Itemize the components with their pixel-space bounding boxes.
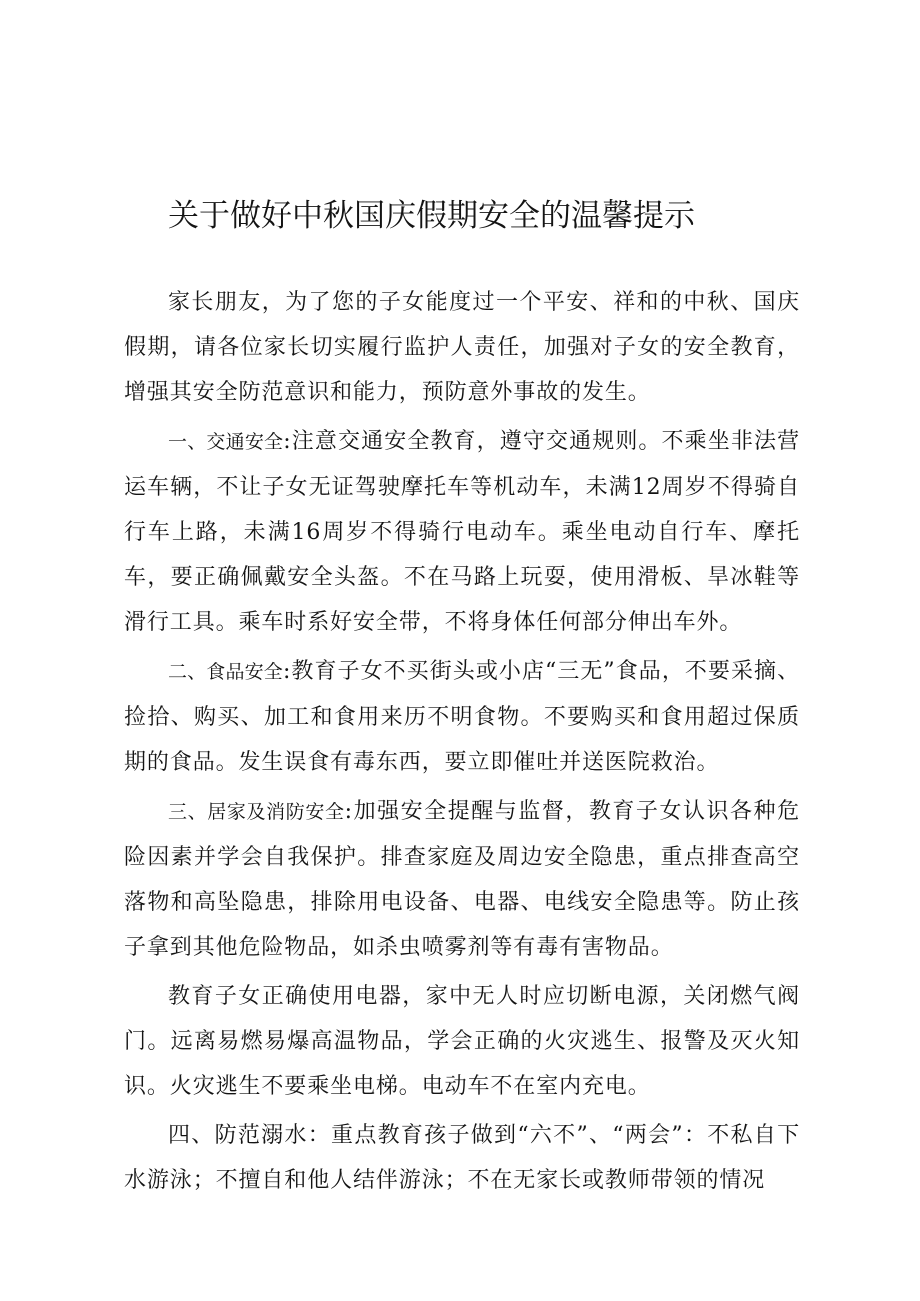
document-body	[124, 280, 800, 1207]
paragraph-electrical-safety	[124, 974, 800, 1109]
section-heading-home-fire-safety: 三、居家及消防安全	[168, 801, 345, 823]
paragraph-text: :加强安全提醒与监督，教育子女认识各种危险因素并学会自我保护。排查家庭及周边安全隐患，重点排查高空落物和高坠隐患，排除用电设备、电器、电线安全隐患等。防止孩子拿到其他危险物品，如杀虫喷雾剂等有毒有害物品。	[124, 799, 800, 960]
document-title: 关于做好中秋国庆假期安全的温馨提示	[168, 198, 695, 234]
paragraph-home-fire-safety	[124, 789, 800, 970]
paragraph-drowning-prevention	[124, 1113, 800, 1203]
paragraph-traffic-safety	[124, 419, 800, 645]
paragraph-text: :注意交通安全教育，遵守交通规则。不乘坐非法营运车辆，不让子女无证驾驶摩托车等机动车，未满12周岁不得骑自行车上路，未满16周岁不得骑行电动车。乘坐电动自行车、摩托车，要正确佩戴安全头盔。不在马路上玩耍，使用滑板、旱冰鞋等滑行工具。乘车时系好安全带，不将身体任何部分伸出车外。	[124, 429, 800, 635]
section-heading-food-safety: 二、食品安全	[168, 661, 283, 683]
paragraph-text: 四、防范溺水：重点教育孩子做到“六不”、“两会”：不私自下水游泳；不擅自和他人结伴游泳；不在无家长或教师带领的情况	[124, 1123, 800, 1193]
paragraph-text: 教育子女正确使用电器，家中无人时应切断电源，关闭燃气阀门。远离易燃易爆高温物品，学会正确的火灾逃生、报警及灭火知识。火灾逃生不要乘坐电梯。电动车不在室内充电。	[124, 984, 800, 1099]
paragraph-food-safety	[124, 649, 800, 785]
paragraph-text: 家长朋友，为了您的子女能度过一个平安、祥和的中秋、国庆假期，请各位家长切实履行监护人责任，加强对子女的安全教育，增强其安全防范意识和能力，预防意外事故的发生。	[124, 290, 800, 405]
paragraph-text: :教育子女不买街头或小店“三无”食品，不要采摘、捡拾、购买、加工和食用来历不明食物。不要购买和食用超过保质期的食品。发生误食有毒东西，要立即催吐并送医院救治。	[124, 659, 800, 775]
paragraph-intro	[124, 280, 800, 415]
section-heading-traffic-safety: 一、交通安全	[168, 431, 284, 453]
